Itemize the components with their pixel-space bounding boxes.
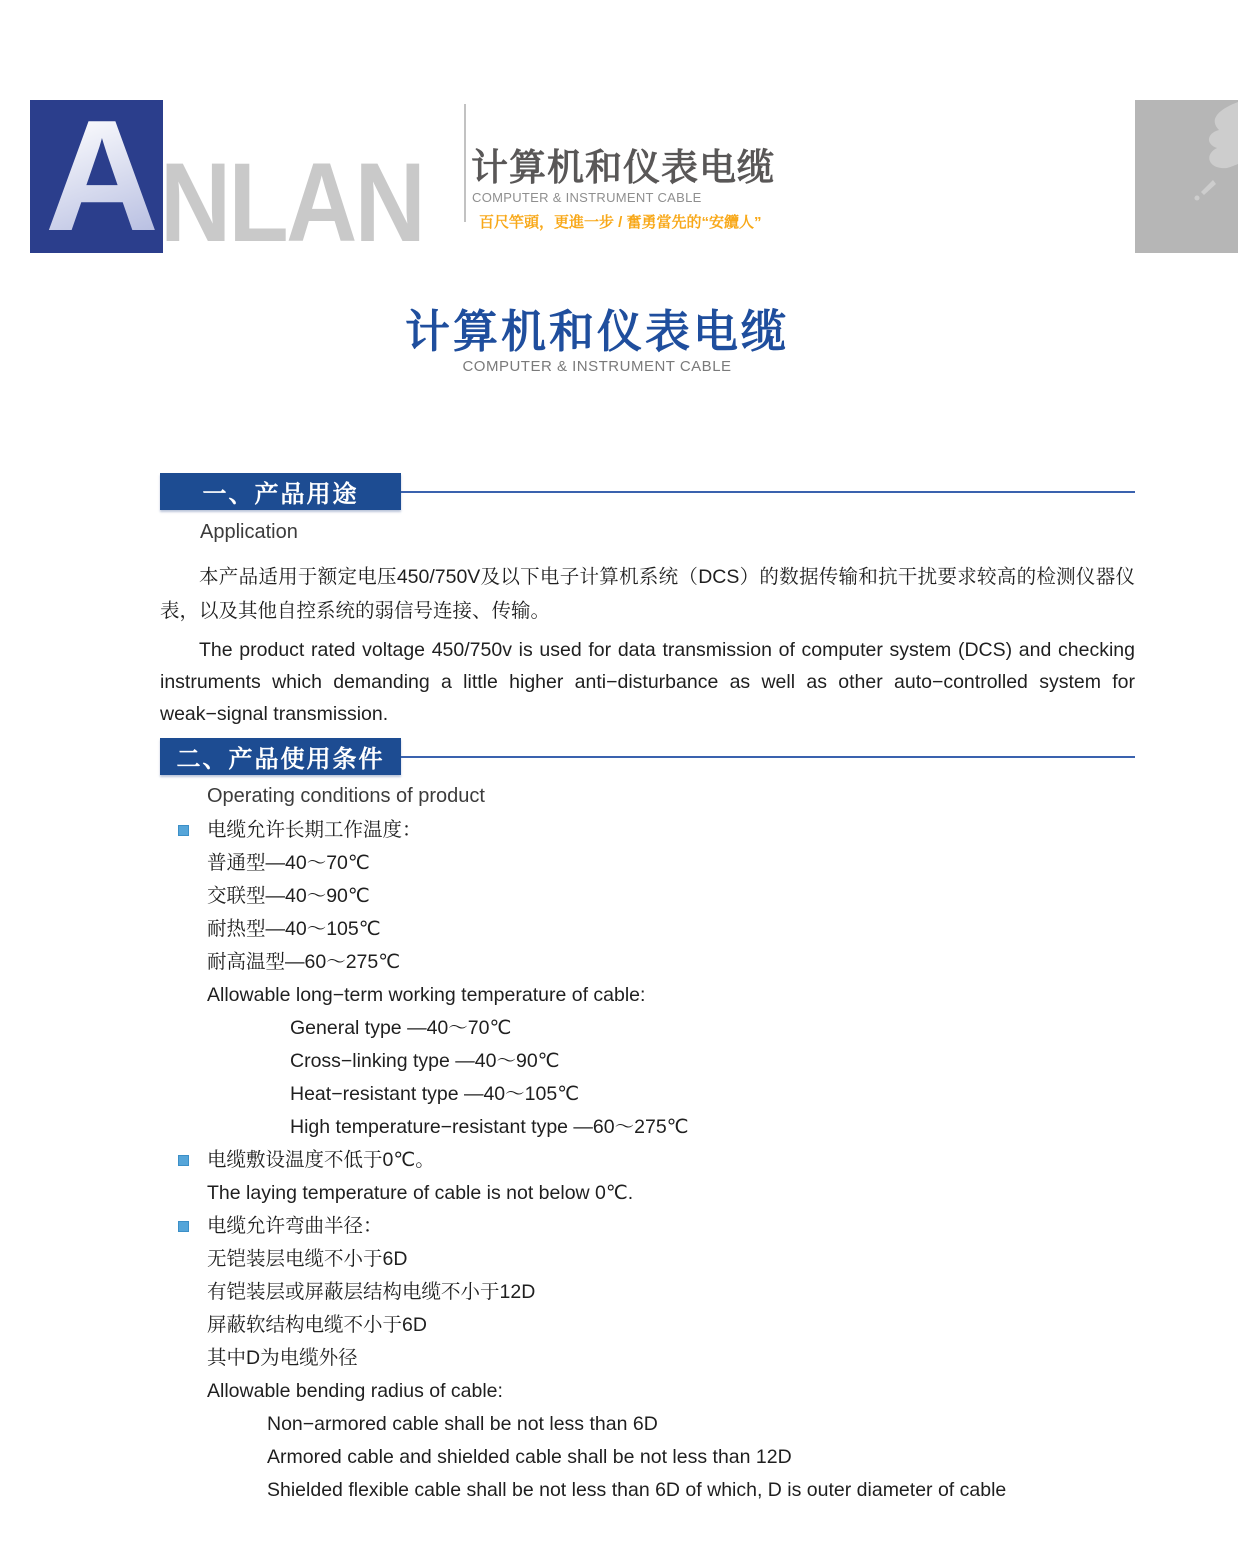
- list-item: Non−armored cable shall be not less than 6D: [267, 1413, 658, 1435]
- header-title-cn: 计算机和仪表电缆: [471, 147, 775, 188]
- conditions-list: [160, 814, 1135, 1507]
- list-item: Heat−resistant type —40～105℃: [290, 1083, 580, 1105]
- list-item: 电缆允许弯曲半径：: [160, 1210, 1135, 1243]
- section-2-heading-en: Operating conditions of product: [207, 785, 485, 807]
- bullet-square-icon: [178, 1221, 189, 1232]
- list-item: The laying temperature of cable is not below 0℃.: [207, 1182, 634, 1204]
- list-item: 其中D为电缆外径: [207, 1347, 358, 1369]
- leaf-icon: [1135, 100, 1238, 253]
- list-item: 电缆敷设温度不低于0℃。: [160, 1144, 1135, 1177]
- list-item: 屏蔽软结构电缆不小于6D: [207, 1314, 427, 1336]
- list-item: 耐高温型—60～275℃: [207, 951, 401, 973]
- list-item: 耐热型—40～105℃: [207, 918, 381, 940]
- page-title: 计算机和仪表电缆: [404, 306, 789, 357]
- list-item: Allowable long−term working temperature of cable:: [207, 984, 646, 1006]
- section-rule: [401, 756, 1135, 758]
- content-column: [160, 473, 1135, 1507]
- list-item: 无铠装层电缆不小于6D: [207, 1248, 408, 1270]
- header-tagline: 百尺竿頭，更進一步 / 奮勇當先的“安纜人”: [479, 214, 762, 231]
- anlan-logo-wordmark: NLAN: [160, 140, 424, 265]
- list-item: General type —40～70℃: [290, 1017, 512, 1039]
- list-item: Allowable bending radius of cable:: [207, 1380, 503, 1402]
- header-photo: [1135, 100, 1238, 253]
- header-divider: [464, 104, 466, 222]
- section-rule: [401, 491, 1135, 493]
- application-paragraph-en: The product rated voltage 450/750v is used for data transmission of computer system (DCS) and checking instruments which demanding a little higher anti−disturbance as well as other auto−controlled system for weak−signal transmission.: [160, 639, 1135, 725]
- header-title-en: COMPUTER & INSTRUMENT CABLE: [472, 190, 702, 205]
- application-paragraph-cn: 本产品适用于额定电压450/750V及以下电子计算机系统（DCS）的数据传输和抗干扰要求较高的检测仪器仪表，以及其他自控系统的弱信号连接、传输。: [160, 566, 1135, 622]
- list-item: Shielded flexible cable shall be not less than 6D of which, D is outer diameter of cable: [267, 1479, 1007, 1501]
- section-2-heading: 二、产品使用条件: [160, 738, 401, 775]
- list-item: 普通型—40～70℃: [207, 852, 370, 874]
- section-1-heading: 一、产品用途: [160, 473, 401, 510]
- bullet-square-icon: [178, 1155, 189, 1166]
- list-item: Armored cable and shielded cable shall be not less than 12D: [267, 1446, 792, 1468]
- list-item: 交联型—40～90℃: [207, 885, 370, 907]
- list-item: Cross−linking type —40～90℃: [290, 1050, 560, 1072]
- page-subtitle: COMPUTER & INSTRUMENT CABLE: [462, 358, 732, 375]
- section-1-heading-en: Application: [200, 521, 298, 543]
- bullet-square-icon: [178, 825, 189, 836]
- section-2-bar: [160, 738, 1135, 775]
- list-item: 电缆允许长期工作温度：: [160, 814, 1135, 847]
- anlan-logo-square: [30, 88, 163, 264]
- list-item: High temperature−resistant type —60～275℃: [290, 1116, 689, 1138]
- section-1-bar: [160, 473, 1135, 510]
- list-item: 有铠装层或屏蔽层结构电缆不小于12D: [207, 1281, 536, 1303]
- anlan-logo-a-icon: A: [32, 91, 172, 261]
